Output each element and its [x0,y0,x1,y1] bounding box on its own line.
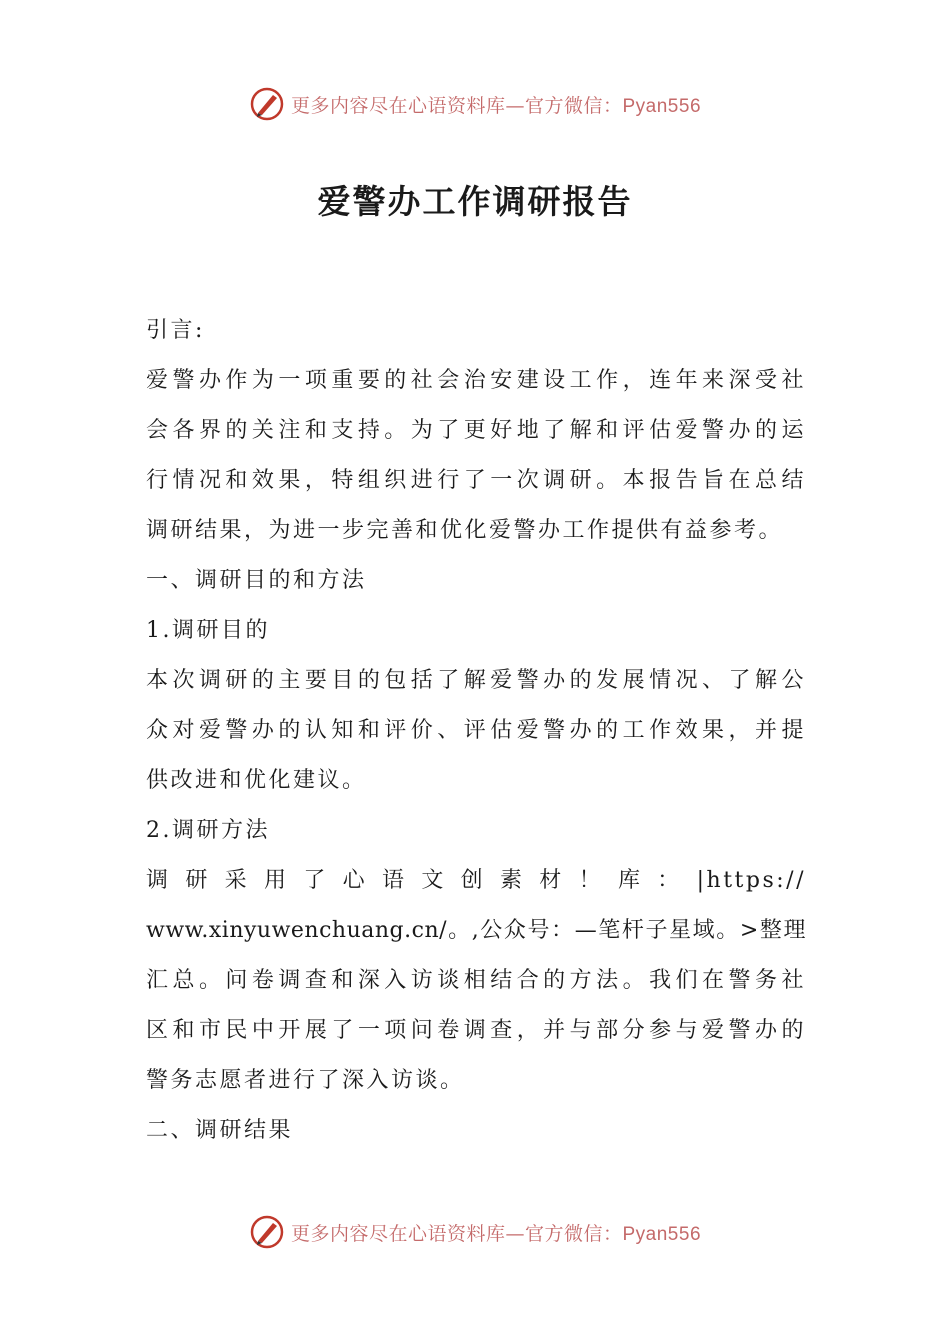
paragraph-line: 调研采用了心语文创素材！库：|https:// [146,868,806,893]
banner-text: 更多内容尽在心语资料库—官方微信： [290,1222,623,1245]
paragraph-line: 本次调研的主要目的包括了解爱警办的发展情况、了解公 [146,668,806,693]
pen-logo-icon [249,1214,285,1250]
document-body [146,306,806,1156]
paragraph-line: 调研结果，为进一步完善和优化爱警办工作提供有益参考。 [146,518,784,543]
paragraph-line: 区和市民中开展了一项问卷调查，并与部分参与爱警办的 [146,1018,806,1043]
paragraph-line: 众对爱警办的认知和评价、评估爱警办的工作效果，并提 [146,718,806,743]
section-heading: 一、调研目的和方法 [146,568,367,593]
paragraph-line: 行情况和效果，特组织进行了一次调研。本报告旨在总结 [146,468,806,493]
banner-text: 更多内容尽在心语资料库—官方微信： [290,94,623,117]
banner-wechat-id: Pyan556 [622,95,702,117]
intro-heading: 引言: [146,318,205,343]
subsection-heading: 2.调研方法 [146,818,270,843]
paragraph-line: 会各界的关注和支持。为了更好地了解和评估爱警办的运 [146,418,806,443]
subsection-heading: 1.调研目的 [146,618,270,643]
pen-logo-icon [249,86,285,122]
banner-wechat-id: Pyan556 [622,1223,702,1245]
paragraph-line: 爱警办作为一项重要的社会治安建设工作，连年来深受社 [146,368,806,393]
paragraph-line: www.xinyuwenchuang.cn/。,公众号：—笔杆子星域。>整理 [146,918,806,943]
header-banner [0,84,950,124]
section-heading: 二、调研结果 [146,1118,294,1143]
document-title: 爱警办工作调研报告 [317,182,633,221]
footer-banner [0,1212,950,1252]
paragraph-line: 警务志愿者进行了深入访谈。 [146,1068,465,1093]
paragraph-line: 供改进和优化建议。 [146,768,367,793]
paragraph-line: 汇总。问卷调查和深入访谈相结合的方法。我们在警务社 [146,968,806,993]
